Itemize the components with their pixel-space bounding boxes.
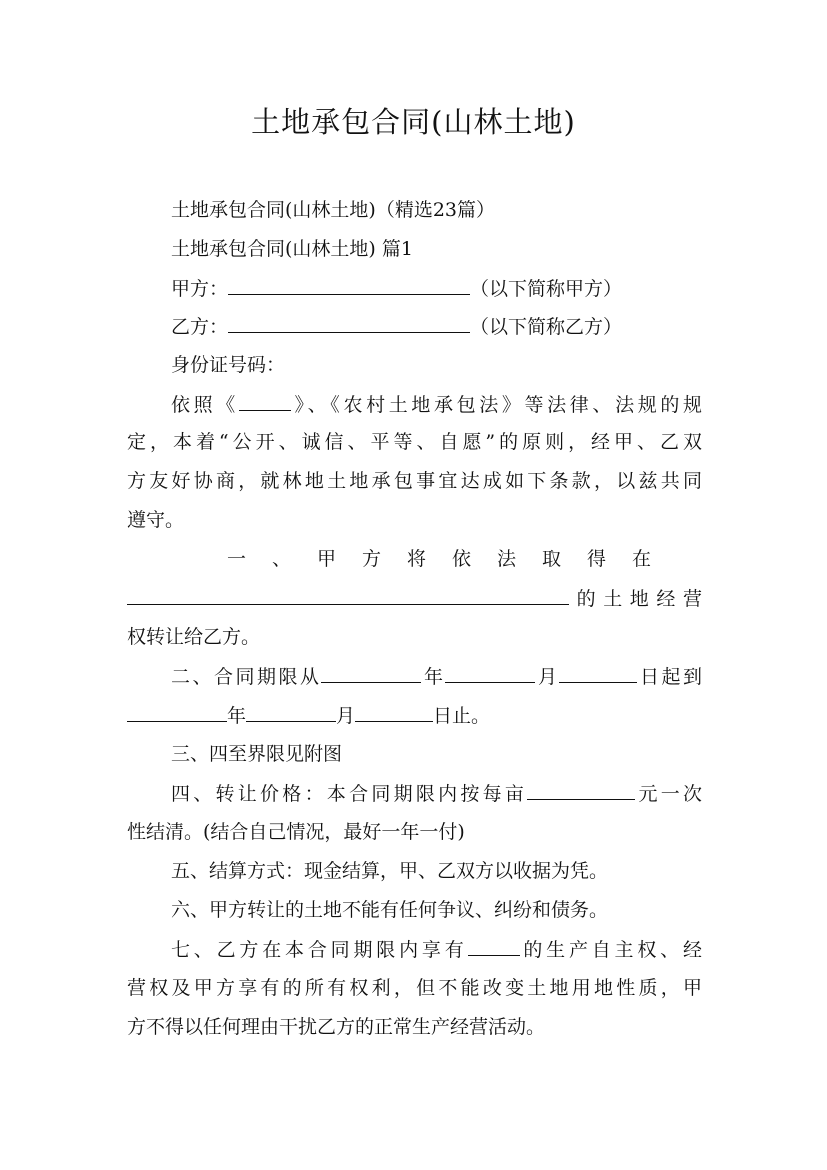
clause-7-line-2 <box>127 976 702 1000</box>
subtitle-line <box>127 198 702 222</box>
clause-6-line <box>127 898 702 922</box>
party-b-label: 乙方： <box>171 316 229 338</box>
law-name-blank <box>239 392 291 411</box>
clause-2-month-label: 月 <box>535 666 560 688</box>
clause-7-line-3 <box>127 1015 702 1039</box>
clause-1-line-2 <box>127 586 702 611</box>
clause-1-text-1: 一、甲方将依法取得在 <box>227 548 678 570</box>
clause-2-line-1 <box>127 664 702 689</box>
clause-7-text-3: 方不得以任何理由干扰乙方的正常生产经营活动。 <box>127 1016 546 1038</box>
party-a-line <box>127 276 702 301</box>
section-heading-text: 土地承包合同(山林土地) 篇1 <box>171 238 413 260</box>
clause-7-line-1 <box>127 937 702 962</box>
preamble-line-4 <box>127 508 702 532</box>
clause-4-text-a: 四、转让价格：本合同期限内按每亩 <box>171 783 528 805</box>
clause-6-text: 六、甲方转让的土地不能有任何争议、纠纷和债务。 <box>171 899 609 921</box>
clause-4-line-1 <box>127 781 702 806</box>
clause-5-line <box>127 859 702 883</box>
clause-4-line-2 <box>127 820 702 844</box>
party-a-note: （以下简称甲方） <box>470 278 623 300</box>
start-month-blank <box>445 664 535 683</box>
subtitle-text: 土地承包合同(山林土地)（精选23篇） <box>171 199 496 221</box>
clause-7-text-b: 的生产自主权、经 <box>519 939 702 961</box>
preamble-text-1b: 》、《农村土地承包法》等法律、法规的规 <box>290 394 702 416</box>
party-a-blank <box>228 276 470 295</box>
clause-1-text-3: 权转让给乙方。 <box>127 626 261 648</box>
preamble-line-3 <box>127 469 702 493</box>
preamble-line-2 <box>127 430 702 454</box>
clause-2-end-day-label: 日止。 <box>433 705 491 727</box>
start-day-blank <box>559 664 637 683</box>
price-per-mu-blank <box>527 781 635 800</box>
clause-2-text-a: 二、合同期限从 <box>171 666 322 688</box>
document-title: 土地承包合同(山林土地) <box>251 105 576 139</box>
party-a-label: 甲方： <box>171 278 229 300</box>
preamble-text-4: 遵守。 <box>127 509 185 531</box>
preamble-text-2: 定，本着“公开、诚信、平等、自愿”的原则，经甲、乙双 <box>127 431 702 453</box>
id-number-line <box>127 353 702 377</box>
preamble-text-1a: 依照《 <box>171 394 239 416</box>
clause-2-end-month-label: 月 <box>336 705 356 727</box>
party-b-blank <box>228 314 470 333</box>
preamble-text-3: 方友好协商，就林地土地承包事宜达成如下条款，以兹共同 <box>127 470 702 492</box>
clause-3-text: 三、四至界限见附图 <box>171 743 343 765</box>
preamble-line-1 <box>127 392 702 417</box>
land-location-blank <box>127 586 569 605</box>
section-heading-line <box>127 237 702 261</box>
clause-2-year-label: 年 <box>421 666 446 688</box>
id-number-label: 身份证号码： <box>171 354 286 376</box>
clause-7-text-a: 七、乙方在本合同期限内享有 <box>171 939 468 961</box>
clause-3-line <box>127 742 702 766</box>
clause-2-line-2 <box>127 703 702 728</box>
party-b-note: （以下简称乙方） <box>470 316 623 338</box>
clause-7-text-2: 营权及甲方享有的所有权利，但不能改变土地用地性质，甲 <box>127 977 702 999</box>
start-year-blank <box>321 664 421 683</box>
clause-1-line-1 <box>227 547 702 571</box>
clause-4-text-2: 性结清。(结合自己情况，最好一年一付) <box>127 821 465 843</box>
clause-1-line-3 <box>127 625 702 649</box>
term-blank <box>468 937 520 956</box>
clause-5-text: 五、结算方式：现金结算，甲、乙双方以收据为凭。 <box>171 860 609 882</box>
end-day-blank <box>355 703 433 722</box>
clause-2-day-label: 日起到 <box>637 666 702 688</box>
clause-2-end-year-label: 年 <box>227 705 247 727</box>
end-year-blank <box>127 703 227 722</box>
end-month-blank <box>246 703 336 722</box>
party-b-line <box>127 314 702 339</box>
clause-1-text-2: 的土地经营 <box>569 588 702 610</box>
clause-4-text-b: 元一次 <box>635 783 702 805</box>
